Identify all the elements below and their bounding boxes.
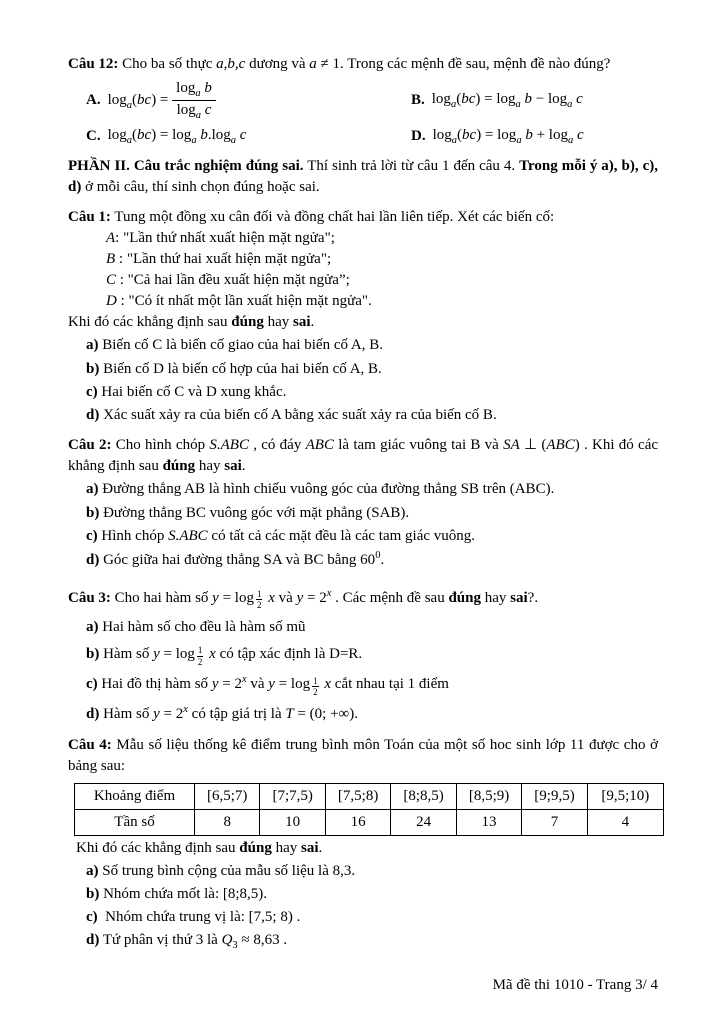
table-cell-intervals-label: Khoảng điểm <box>75 783 195 809</box>
option-b-label: B. <box>411 92 425 109</box>
statement-d <box>68 703 658 725</box>
option-b <box>411 91 658 110</box>
question-12-intro <box>68 54 658 75</box>
statement-c-text: Hình chóp S.ABC có tất cả các mặt đều là các tam giác vuông. <box>101 528 476 545</box>
question-12-options <box>86 79 658 146</box>
question-1-label: Câu 1: <box>68 209 111 226</box>
question-1-judge: Khi đó các khẳng định sau đúng hay sai. <box>68 314 315 331</box>
statement-a-label: a) <box>86 337 99 354</box>
statement-b-label: b) <box>86 504 100 521</box>
question-4-intro <box>68 735 658 777</box>
event-c: C : "Cả hai lần đều xuất hiện mặt ngửa”; <box>106 272 350 289</box>
section-2-heading: PHẦN II. Câu trắc nghiệm đúng sai. Thí sinh trả lời từ câu 1 đến câu 4. Trong mỗi ý a), b), c), d) ở mỗi câu, thí sinh chọn đúng hoặc sai. <box>68 158 658 196</box>
question-3-items <box>68 617 658 726</box>
statement-d-text: Hàm số $y = 2^x$ có tập giá trị là T = (0; +∞). <box>103 704 358 723</box>
statement-b-text: Đường thẳng BC vuông góc với mặt phẳng (SAB). <box>103 504 410 521</box>
question-2-intro <box>68 435 658 477</box>
statement-a <box>68 861 658 882</box>
statement-d <box>68 549 658 571</box>
statement-a-label: a) <box>86 618 99 635</box>
table-cell-interval: [7,5;8) <box>325 783 390 809</box>
question-4 <box>68 735 658 955</box>
question-4-judge: Khi đó các khẳng định sau đúng hay sai. <box>76 839 323 856</box>
table-cell-frequency: 16 <box>325 809 390 835</box>
table-cell-frequency: 24 <box>391 809 456 835</box>
statement-d-label: d) <box>86 932 100 949</box>
question-3-intro <box>68 587 658 611</box>
table-cell-frequency: 10 <box>260 809 325 835</box>
option-c-label: C. <box>86 128 101 145</box>
question-4-text: Mẫu số liệu thống kê điểm trung bình môn Toán của một số hoc sinh lớp 11 được cho ở bảng sau: <box>68 736 658 774</box>
table-cell-interval: [7;7,5) <box>260 783 325 809</box>
statement-b-text: Nhóm chứa mốt là: [8;8,5). <box>103 885 268 902</box>
option-c <box>86 127 411 146</box>
statement-d-text: Xác suất xảy ra của biến cố A bằng xác suất xảy ra của biến cố B. <box>103 407 497 424</box>
statement-c-text: Hai đồ thị hàm số $y = 2^x$ và y = log $\frac{1}{2}$ x cắt nhau tại 1 điểm <box>101 674 449 697</box>
statement-a-text: Biến cố C là biến cố giao của hai biến cố A, B. <box>102 337 384 354</box>
statement-c-label: c) <box>86 383 98 400</box>
statement-b <box>68 644 658 667</box>
statement-c <box>68 526 658 547</box>
question-12-text: Cho ba số thực a,b,c dương và a ≠ 1. Trong các mệnh đề sau, mệnh đề nào đúng? <box>118 56 611 72</box>
event-b: B : "Lần thứ hai xuất hiện mặt ngửa"; <box>106 251 332 268</box>
option-d-formula: $\log_a(bc) = \log_a b + \log_a c$ <box>432 127 584 147</box>
event-d: D : "Có ít nhất một lần xuất hiện mặt ngửa". <box>106 293 372 310</box>
table-cell-interval: [9;9,5) <box>522 783 587 809</box>
table-cell-frequency: 8 <box>195 809 260 835</box>
statement-c-label: c) <box>86 676 98 693</box>
table-cell-frequency: 4 <box>587 809 663 835</box>
question-1-items <box>68 335 658 426</box>
question-4-items <box>68 861 658 955</box>
statement-b-label: b) <box>86 885 100 902</box>
question-2-text: Cho hình chóp S.ABC , có đáy ABC là tam giác vuông tai B và SA ⊥ (ABC) . Khi đó các khẳng định sau đúng hay sai. <box>68 437 659 475</box>
statement-a-text: Hai hàm số cho đều là hàm số mũ <box>102 618 306 635</box>
statement-a-label: a) <box>86 862 99 879</box>
statement-a-text: Đường thẳng AB là hình chiếu vuông góc của đường thẳng SB trên (ABC). <box>102 481 555 498</box>
option-d-label: D. <box>411 128 426 145</box>
statement-c <box>68 673 658 697</box>
table-cell-interval: [6,5;7) <box>195 783 260 809</box>
statement-d-label: d) <box>86 706 100 723</box>
option-b-formula: $\log_a(bc) = \log_a b - \log_a c$ <box>431 91 583 111</box>
question-4-label: Câu 4: <box>68 736 112 753</box>
option-a-formula: $\log_a(bc)$ = $\frac{\log_a b}{\log_a c}$ <box>108 79 216 122</box>
table-cell-frequency-label: Tần số <box>75 809 195 835</box>
statement-a-text: Số trung bình cộng của mẫu số liệu là 8,3. <box>102 862 356 879</box>
statement-c-text: Nhóm chứa trung vị là: [7,5; 8) . <box>105 909 301 926</box>
statement-b-label: b) <box>86 646 100 663</box>
event-a: A: "Lần thứ nhất xuất hiện mặt ngửa"; <box>106 230 335 247</box>
table-cell-interval: [8,5;9) <box>456 783 521 809</box>
statement-d-text: Góc giữa hai đường thẳng SA và BC bằng $60^0$. <box>103 550 385 569</box>
statement-c-label: c) <box>86 528 98 545</box>
question-3-text: Cho hai hàm số y = log $\frac{1}{2}$ x và $y = 2^x$ . Các mệnh đề sau đúng hay sai?. <box>110 587 539 611</box>
statement-c-text: Hai biến cố C và D xung khắc. <box>101 383 287 400</box>
statement-b <box>68 503 658 524</box>
page-footer: Mã đề thi 1010 - Trang 3/ 4 <box>492 977 658 993</box>
option-a <box>86 79 411 122</box>
question-2-items <box>68 479 658 571</box>
statement-c <box>68 382 658 403</box>
option-c-formula: $\log_a(bc) = \log_a b.\log_a$ c <box>107 127 247 147</box>
question-1-events <box>68 228 658 312</box>
table-row-frequencies <box>75 809 664 835</box>
statement-d <box>68 405 658 426</box>
question-2-label: Câu 2: <box>68 437 112 454</box>
question-3-label: Câu 3: <box>68 589 111 606</box>
statement-b-text: Biến cố D là biến cố hợp của hai biến cố A, B. <box>103 360 382 377</box>
table-row-intervals <box>75 783 664 809</box>
question-1 <box>68 207 658 426</box>
statement-d-label: d) <box>86 552 100 569</box>
statement-a <box>68 335 658 356</box>
question-1-text: Tung một đồng xu cân đối và đồng chất hai lần liên tiếp. Xét các biến cố: <box>110 209 555 226</box>
question-3 <box>68 587 658 726</box>
statement-c <box>68 907 658 928</box>
statement-a-label: a) <box>86 481 99 498</box>
statement-d-text: Tứ phân vị thứ 3 là $Q_3 \approx 8,63$ . <box>102 932 288 952</box>
statement-b-label: b) <box>86 360 100 377</box>
statement-d <box>68 930 658 954</box>
question-1-intro <box>68 207 658 228</box>
statement-a <box>68 479 658 500</box>
statement-b <box>68 884 658 905</box>
frequency-table <box>74 783 664 836</box>
statement-a <box>68 617 658 638</box>
statement-b <box>68 359 658 380</box>
statement-d-label: d) <box>86 407 100 424</box>
statement-b-text: Hàm số y = log $\frac{1}{2}$ x có tập xác định là D=R. <box>103 645 363 667</box>
table-cell-frequency: 13 <box>456 809 521 835</box>
table-cell-interval: [9,5;10) <box>587 783 663 809</box>
option-a-label: A. <box>86 92 101 109</box>
table-cell-interval: [8;8,5) <box>391 783 456 809</box>
statement-c-label: c) <box>86 909 98 926</box>
table-cell-frequency: 7 <box>522 809 587 835</box>
question-12-label: Câu 12: <box>68 56 119 72</box>
question-2 <box>68 435 658 571</box>
option-d <box>411 127 658 146</box>
